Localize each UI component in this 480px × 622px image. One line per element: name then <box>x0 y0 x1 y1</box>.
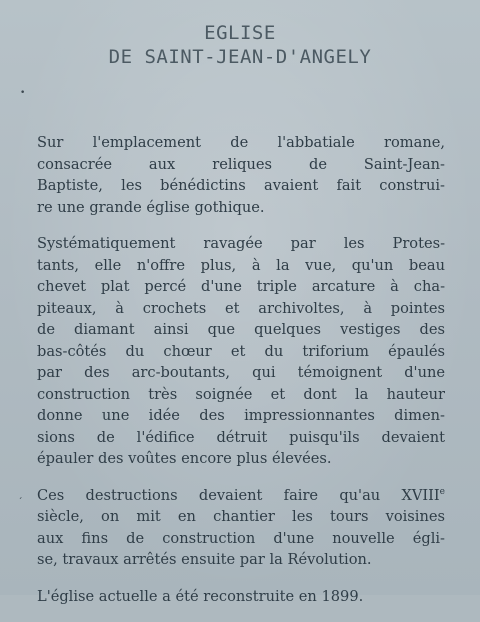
text-line: L'église actuelle a été reconstruite en 1899. <box>37 587 364 605</box>
paragraph-reconstruction <box>37 586 445 608</box>
paragraph-destructions <box>37 485 445 571</box>
text-line: sions de l'édifice détruit puisqu'ils devaient <box>37 428 445 446</box>
plaque-title-line-1: EGLISE <box>204 22 276 44</box>
text-line: siècle, on mit en chantier les tours voisines <box>37 508 445 525</box>
text-line-prefix: Ces destructions devaient faire qu'au XVIII <box>37 486 440 504</box>
text-line: tants, elle n'offre plus, à la vue, qu'un beau <box>37 256 445 274</box>
text-line: aux fins de construction d'une nouvelle égli- <box>37 529 445 547</box>
text-line: Sur l'emplacement de l'abbatiale romane, <box>37 134 445 151</box>
text-line: construction très soignée et dont la hauteur <box>37 385 445 403</box>
text-line: consacrée aux reliques de Saint-Jean- <box>37 155 445 173</box>
text-line: par des arc-boutants, qui témoignent d'une <box>37 364 445 381</box>
text-line: chevet plat percé d'une triple arcature à cha- <box>37 278 445 295</box>
text-line: re une grande église gothique. <box>37 198 265 216</box>
text-line: Systématiquement ravagée par les Protes- <box>37 235 445 252</box>
text-line: se, travaux arrêtés ensuite par la Révolution. <box>37 551 372 568</box>
plaque-title-line-2: DE SAINT-JEAN-D'ANGELY <box>108 46 372 68</box>
paragraph-history <box>37 132 445 218</box>
text-line: Baptiste, les bénédictins avaient fait construi- <box>37 177 445 194</box>
superscript-e: e <box>439 486 445 497</box>
text-line: donne une idée des impressionnantes dimen- <box>37 407 445 424</box>
speck-mark: ˏ <box>18 490 23 500</box>
text-line: de diamant ainsi que quelques vestiges des <box>37 321 445 338</box>
paragraph-ravages <box>37 233 445 470</box>
text-line: bas-côtés du chœur et du triforium épaulés <box>37 342 445 360</box>
text-line: épauler des voûtes encore plus élevées. <box>37 450 332 467</box>
text-line <box>37 485 445 507</box>
text-line: piteaux, à crochets et archivoltes, à pointes <box>37 299 445 317</box>
plaque-body <box>37 132 445 622</box>
speck-mark: • <box>20 88 26 98</box>
